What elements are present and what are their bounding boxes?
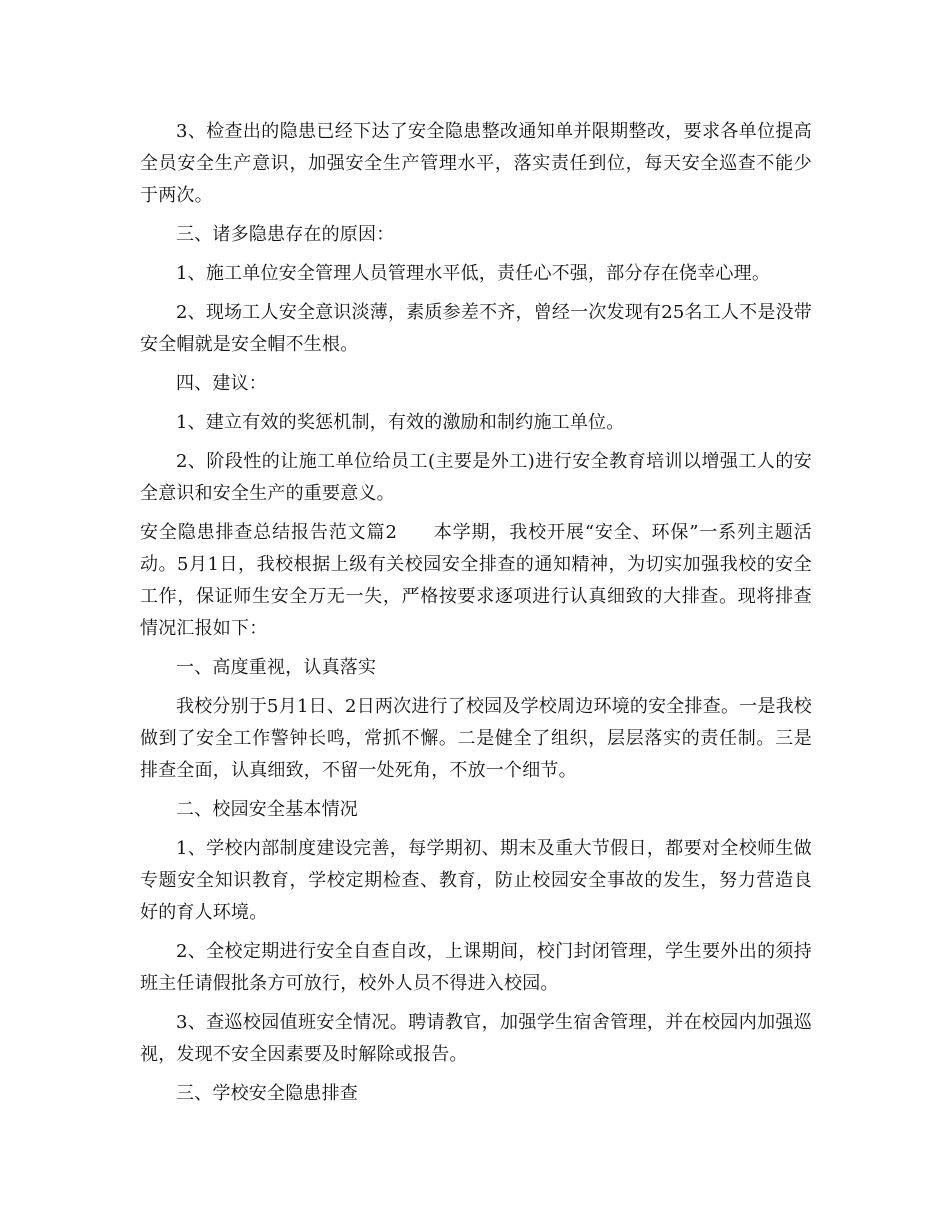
section2-heading: 安全隐患排查总结报告范文篇2 [140,522,398,543]
paragraph-cause-management: 1、施工单位安全管理人员管理水平低，责任心不强，部分存在侥幸心理。 [176,263,771,284]
heading-attention: 一、高度重视，认真落实 [176,657,377,678]
heading-causes: 三、诸多隐患存在的原因： [176,224,395,245]
paragraph-school-system: 1、学校内部制度建设完善，每学期初、期末及重大节假日，都要对全校师生做专题安全知识教育，学校定期检查、教育，防止校园安全事故的发生，努力营造良好的育人环境。 [140,838,812,923]
paragraph-suggestion-incentives: 1、建立有效的奖惩机制，有效的激励和制约施工单位。 [176,412,625,433]
section2-paragraph [140,517,812,645]
paragraph-patrol: 3、查巡校园值班安全情况。聘请教官，加强学生宿舍管理，并在校园内加强巡视，发现不安全因素要及时解除或报告。 [140,1012,812,1065]
heading-hazard-inspection: 三、学校安全隐患排查 [176,1083,358,1104]
heading-suggestions: 四、建议： [176,373,267,394]
paragraph-cause-workers: 2、现场工人安全意识淡薄，素质参差不齐，曾经一次发现有25名工人不是没带安全帽就是安全帽不生根。 [140,302,812,355]
heading-basic-situation: 二、校园安全基本情况 [176,799,358,820]
section2-intro: 本学期，我校开展“安全、环保”一系列主题活动。5月1日，我校根据上级有关校园安全排查的通知精神，为切实加强我校的安全工作，保证师生安全万无一失，严格按要求逐项进行认真细致的大排查。现将排查情况汇报如下： [140,522,812,639]
paragraph-inspection-dates: 我校分别于5月1日、2日两次进行了校园及学校周边环境的安全排查。一是我校做到了安全工作警钟长鸣，常抓不懈。二是健全了组织，层层落实的责任制。三是排查全面，认真细致，不留一处死角，不放一个细节。 [140,696,812,781]
document-body [140,116,812,1117]
paragraph-rectification: 3、检查出的隐患已经下达了安全隐患整改通知单并限期整改，要求各单位提高全员安全生产意识，加强安全生产管理水平，落实责任到位，每天安全巡查不能少于两次。 [140,121,812,206]
paragraph-suggestion-training: 2、阶段性的让施工单位给员工(主要是外工)进行安全教育培训以增强工人的安全意识和安全生产的重要意义。 [140,451,812,504]
paragraph-self-check: 2、全校定期进行安全自查自改，上课期间，校门封闭管理，学生要外出的须持班主任请假批条方可放行，校外人员不得进入校园。 [140,941,812,994]
